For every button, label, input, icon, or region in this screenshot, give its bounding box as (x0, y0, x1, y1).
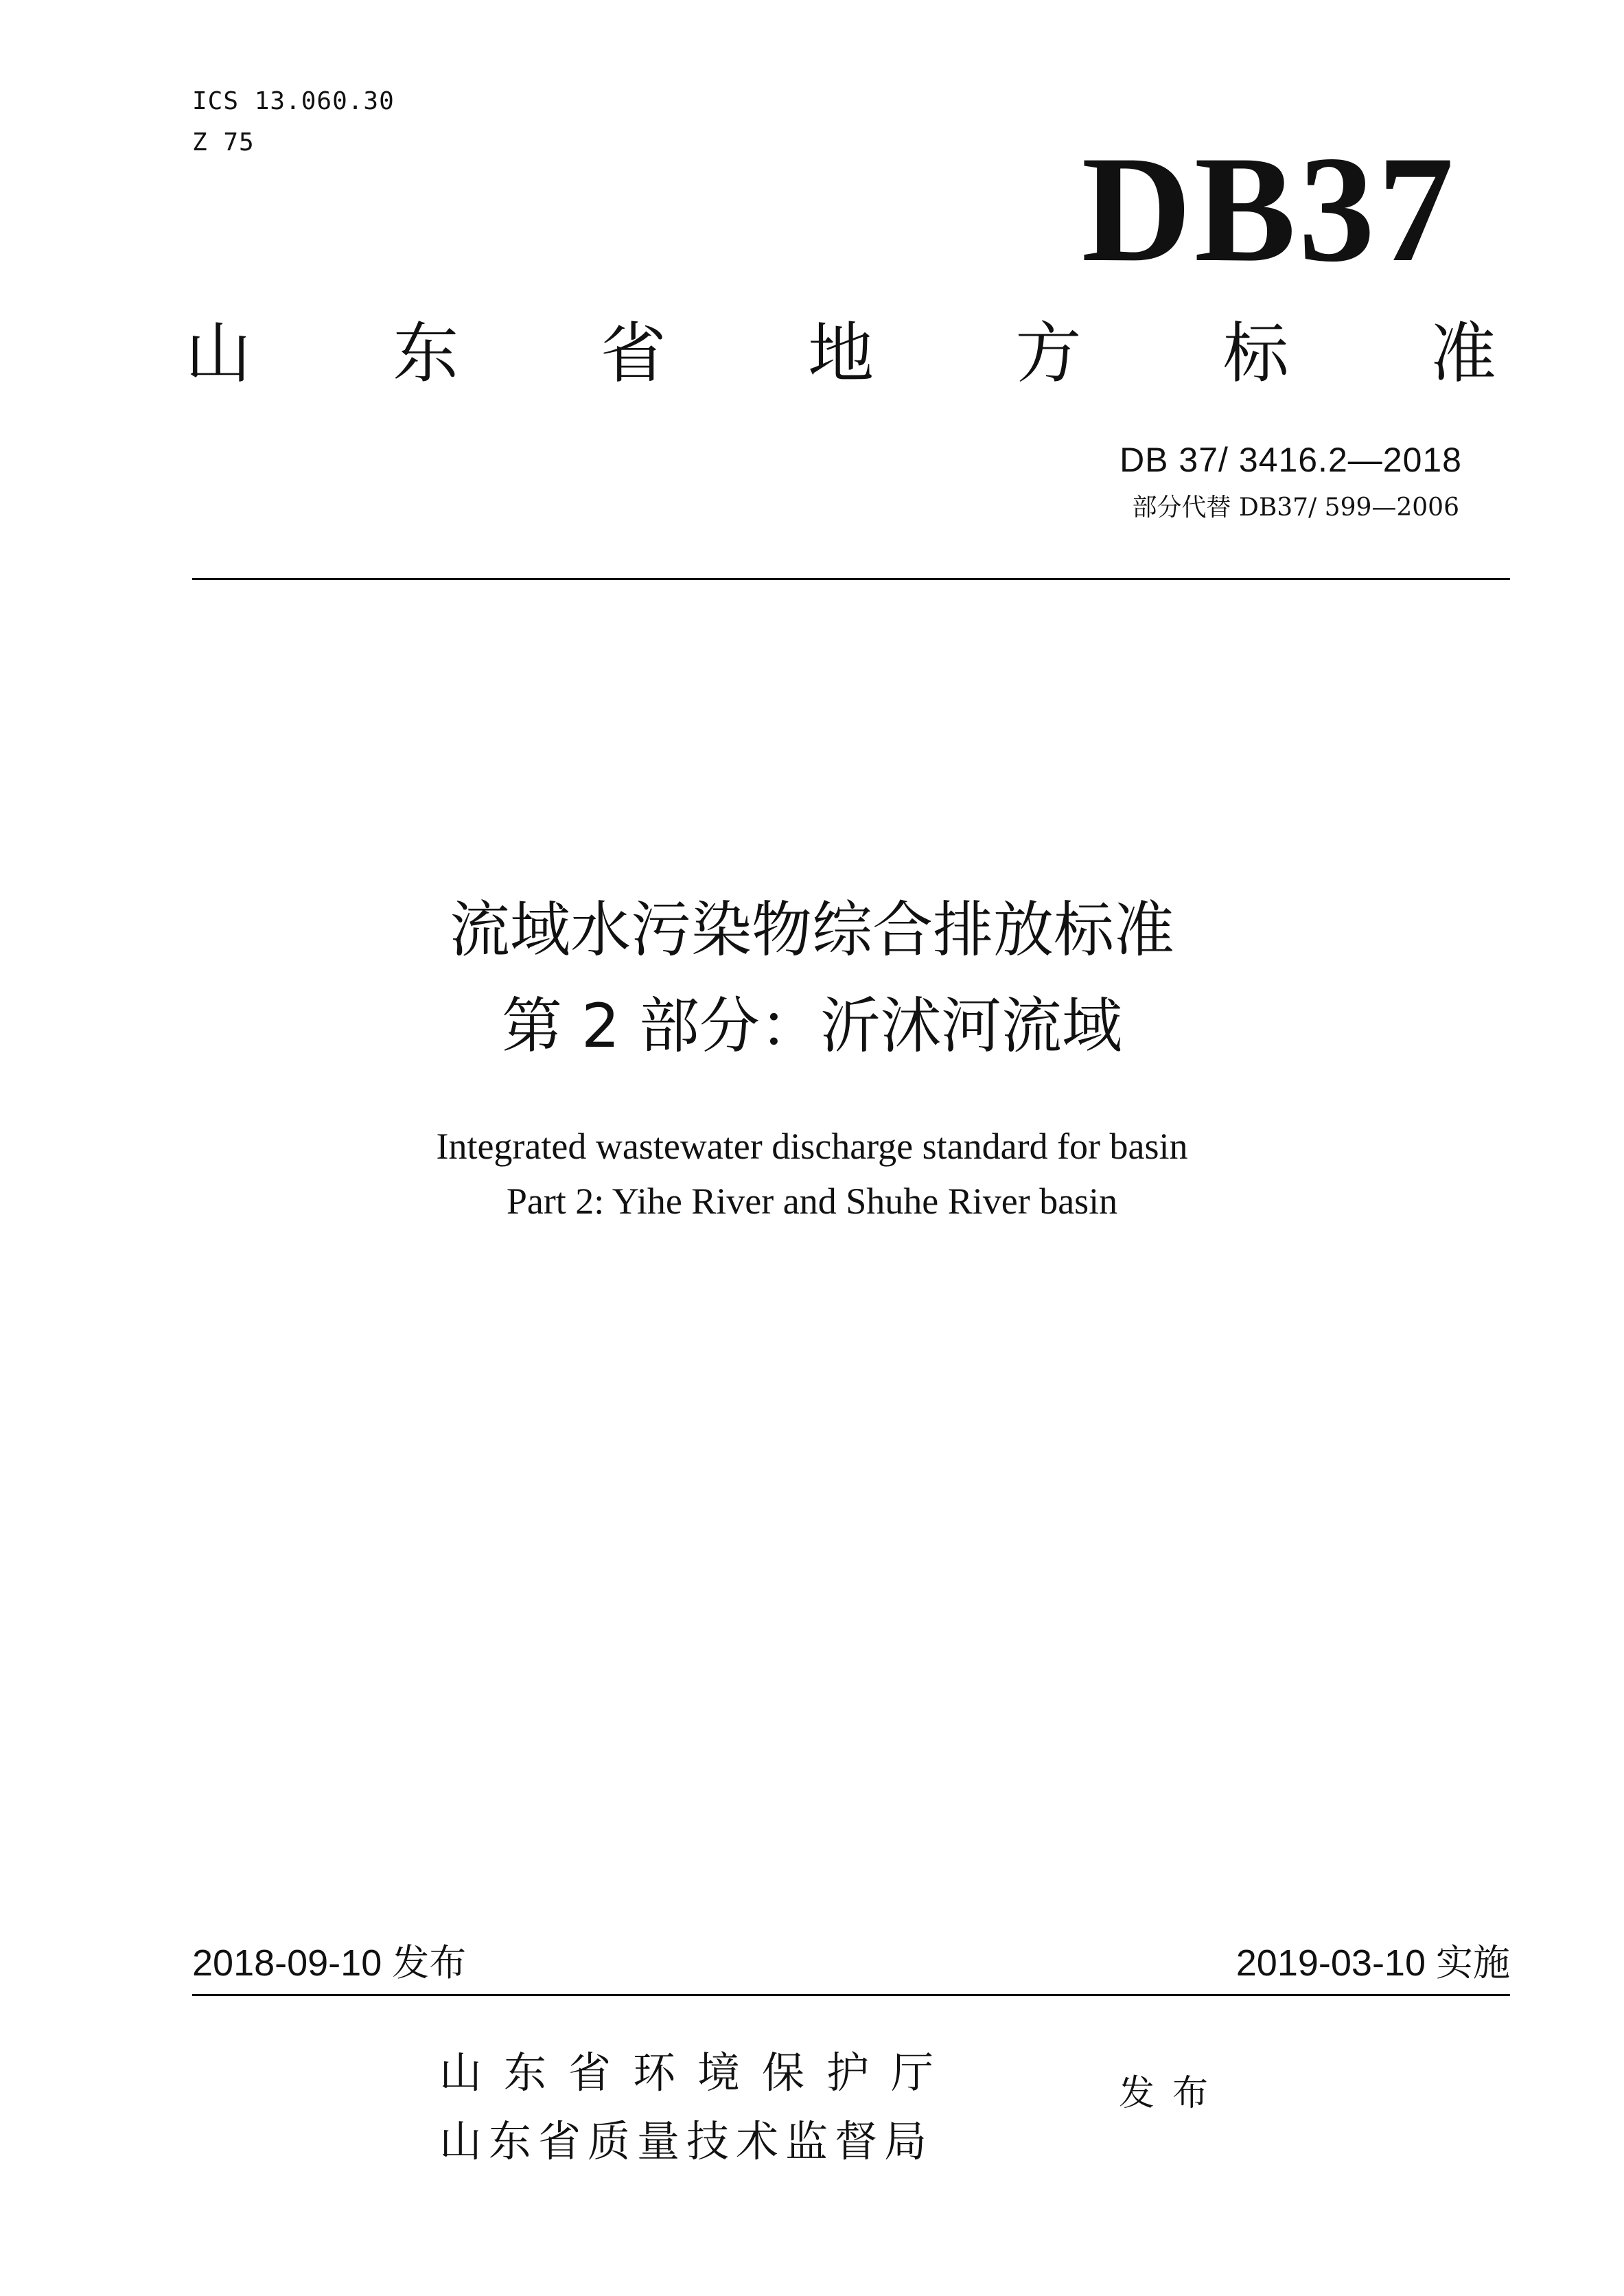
standard-type-char: 标 (1222, 315, 1289, 392)
issuer-environment-department: 山东省环境保护厅 (439, 2048, 956, 2098)
english-title-line-2: Part 2: Yihe River and Shuhe River basin (506, 1181, 1118, 1222)
db-logo: DB37 (1081, 125, 1457, 294)
standard-type-char: 东 (393, 315, 459, 392)
chinese-title-line-1: 流域水污染物综合排放标准 (449, 894, 1174, 965)
standard-type-char: 山 (185, 315, 251, 392)
standard-type-heading (185, 309, 1496, 398)
issue-date: 2018-09-10 发布 (192, 1943, 467, 1984)
chinese-title-line-2: 第 2 部分：沂沭河流域 (502, 990, 1122, 1061)
ics-code: ICS 13.060.30 (192, 87, 395, 115)
publish-label: 发布 (1119, 2073, 1227, 2114)
standard-type-char: 方 (1015, 315, 1082, 392)
issuer-quality-bureau: 山东省质量技术监督局 (439, 2116, 934, 2166)
ccs-code: Z 75 (192, 128, 255, 156)
standard-number: DB 37/ 3416.2—2018 (1120, 441, 1462, 479)
replaces-note: 部分代替 DB37/ 599—2006 (1132, 494, 1459, 522)
standard-type-char: 省 (600, 315, 666, 392)
header-divider (192, 578, 1510, 580)
implementation-date: 2019-03-10 实施 (1236, 1943, 1510, 1984)
footer-divider (192, 1994, 1510, 1996)
english-title-line-1: Integrated wastewater discharge standard for basin (436, 1126, 1188, 1167)
standard-type-char: 地 (807, 315, 874, 392)
standard-type-char: 准 (1430, 315, 1496, 392)
